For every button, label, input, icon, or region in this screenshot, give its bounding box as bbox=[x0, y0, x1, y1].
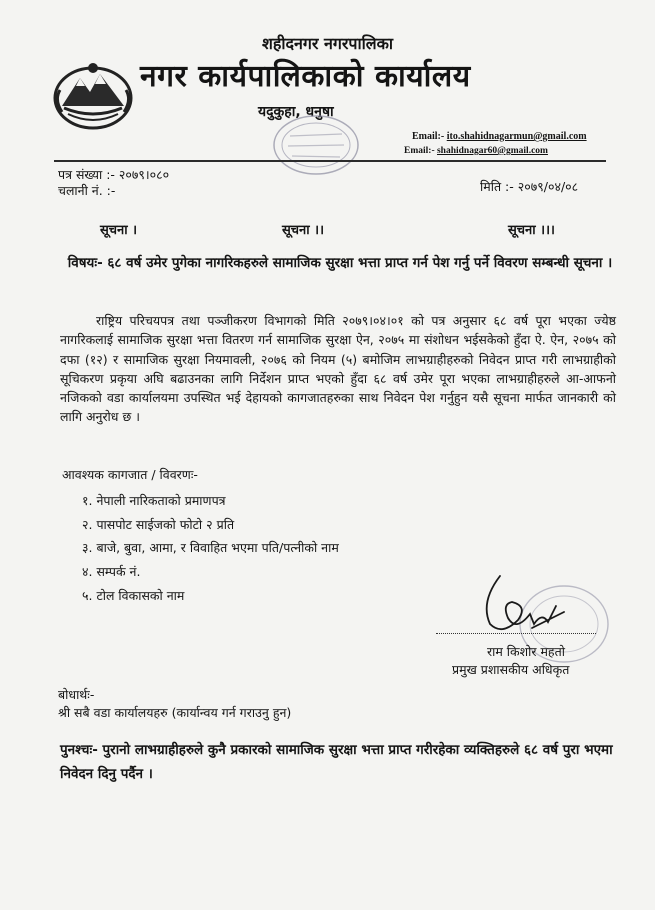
cc-recipients: श्री सबै वडा कार्यालयहरु (कार्यान्वय गर्न गराउनु हुन) bbox=[58, 705, 292, 720]
document-item: १. नेपाली नारिकताको प्रमाणपत्र bbox=[82, 493, 226, 508]
office-location: यदुकुहा, धनुषा bbox=[258, 104, 334, 120]
municipality-name: शहीदनगर नगरपालिका bbox=[261, 34, 394, 53]
email-secondary bbox=[404, 146, 548, 156]
letter-date: मिति :- २०७९/०४/०८ bbox=[480, 179, 579, 194]
notice-label-1: सूचना । bbox=[100, 223, 138, 238]
signatory-name: राम किशोर महतो bbox=[487, 644, 565, 659]
document-item: ४. सम्पर्क नं. bbox=[82, 564, 141, 579]
document-item: ३. बाजे, बुवा, आमा, र विवाहित भएमा पति/पत्नीको नाम bbox=[82, 540, 339, 555]
cc-label: बोधार्थः- bbox=[58, 687, 95, 702]
notice-label-3: सूचना ।।। bbox=[508, 223, 555, 238]
municipality-emblem-icon bbox=[50, 60, 136, 130]
email-primary-address: ito.shahidnagarmun@gmail.com bbox=[446, 131, 587, 142]
email-primary-label: Email:- bbox=[412, 131, 445, 142]
office-seal-stamp-icon bbox=[270, 112, 362, 178]
documents-heading: आवश्यक कागजात / विवरणः- bbox=[62, 467, 198, 482]
email-secondary-label: Email:- bbox=[404, 146, 435, 156]
email-secondary-address: shahidnagar60@gmail.com bbox=[436, 146, 548, 156]
letterhead-divider bbox=[54, 160, 606, 162]
body-paragraph: राष्ट्रिय परिचयपत्र तथा पञ्जीकरण विभागको मिति २०७९।०४।०१ को पत्र अनुसार ६८ वर्ष पूरा भएका ज्येष्ठ नागरिकलाई सामाजिक सुरक्षा भत्ता वितरण गर्न सामाजिक सुरक्षा ऐन, २०७५ मा संशोधन भईसकेको हुँदा ऐ. ऐन, २०७५ को दफा (१२) र सामाजिक सुरक्षा नियमावली, २०७६ को नियम (५) बमोजिम लाभग्राहीहरुको निवेदन प्राप्त गरी लाभग्राहीको सूचिकरण प्रकृया अघि बढाउनका लागि निर्देशन प्राप्त भएको हुँदा ६८ वर्ष उमेर पूरा भएका लाभग्राहीहरुले आ-आफनो नजिकको वडा कार्यालयमा उपस्थित भई देहायको कागजातहरुका साथ निवेदन पेश गर्नुहुन यसै सूचना मार्फत जानकारी को लागि अनुरोध छ । bbox=[60, 313, 616, 425]
letter-number: पत्र संख्या :- २०७९।०८० bbox=[58, 167, 170, 182]
dispatch-number: चलानी नं. :- bbox=[58, 183, 116, 198]
document-item: ५. टोल विकासको नाम bbox=[82, 588, 185, 603]
signatory-title: प्रमुख प्रशासकीय अधिकृत bbox=[452, 662, 570, 677]
office-title: नगर कार्यपालिकाको कार्यालय bbox=[140, 59, 471, 94]
notice-label-2: सूचना ।। bbox=[282, 223, 325, 238]
postscript: पुनश्चः- पुरानो लाभग्राहीहरुले कुनै प्रकारको सामाजिक सुरक्षा भत्ता प्राप्त गरीरहेका व्यक्तिहरुले ६८ वर्ष पुरा भएमा निवेदन दिनु पर्दैन । bbox=[60, 742, 613, 782]
document-item: २. पासपोट साईजको फोटो २ प्रति bbox=[82, 517, 235, 532]
signature-line bbox=[436, 633, 596, 634]
email-primary bbox=[412, 131, 587, 142]
subject-line: विषयः- ६८ वर्ष उमेर पुगेका नागरिकहरुले सामाजिक सुरक्षा भत्ता प्राप्त गर्न पेश गर्नु पर्ने विवरण सम्बन्धी सूचना । bbox=[67, 255, 613, 271]
